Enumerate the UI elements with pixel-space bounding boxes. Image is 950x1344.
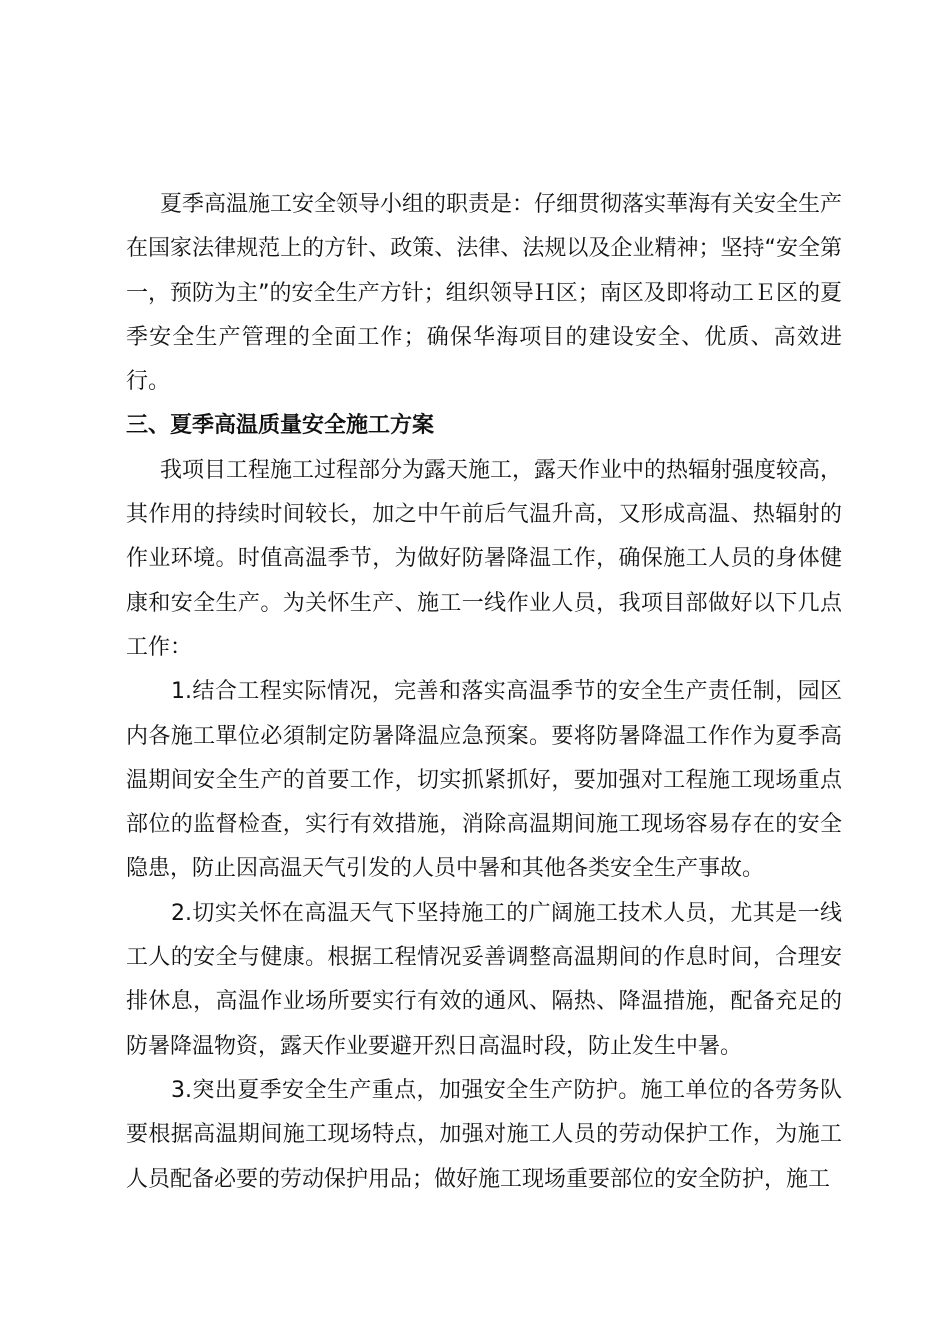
section-heading: 三、夏季高温质量安全施工方案 [126,413,435,439]
intro-paragraph: 夏季高温施工安全领导小组的职责是：仔细贯彻落实華海有关安全生产在国家法律规范上的方针、政策、法律、法规以及企业精神；坚持“安全第一，预防为主”的安全生产方针；组织领导Ｈ区；南区及即将动工Ｅ区的夏季安全生产管理的全面工作；确保华海项目的建设安全、优质、高效进行。 [126,192,843,395]
section-intro-paragraph: 我项目工程施工过程部分为露天施工，露天作业中的热辐射强度较高，其作用的持续时间较长，加之中午前后气温升高，又形成高温、热辐射的作业环境。时值高温季节，为做好防暑降温工作，确保施工人员的身体健康和安全生产。为关怀生产、施工一线作业人员，我项目部做好以下几点工作： [126,457,843,660]
list-item-2: 2.切实关怀在高温天气下坚持施工的广阔施工技术人员，尤其是一线工人的安全与健康。根据工程情况妥善调整高温期间的作息时间，合理安排休息，高温作业场所要实行有效的通风、隔热、降温措施，配备充足的防暑降温物资，露天作业要避开烈日高温时段，防止发生中暑。 [126,900,842,1059]
document-body [126,183,842,1202]
list-item-1: 1.结合工程实际情况，完善和落实高温季节的安全生产责任制，园区内各施工單位必須制定防暑降温应急预案。要将防暑降温工作作为夏季高温期间安全生产的首要工作，切实抓紧抓好，要加强对工程施工现场重点部位的监督检查，实行有效措施，消除高温期间施工现场容易存在的安全隐患，防止因高温天气引发的人员中暑和其他各类安全生产事故。 [126,679,842,882]
list-item-3: 3.突出夏季安全生产重点，加强安全生产防护。施工单位的各劳务队要根据高温期间施工现场特点，加强对施工人员的劳动保护工作，为施工人员配备必要的劳动保护用品；做好施工现场重要部位的安全防护，施工 [126,1077,842,1192]
